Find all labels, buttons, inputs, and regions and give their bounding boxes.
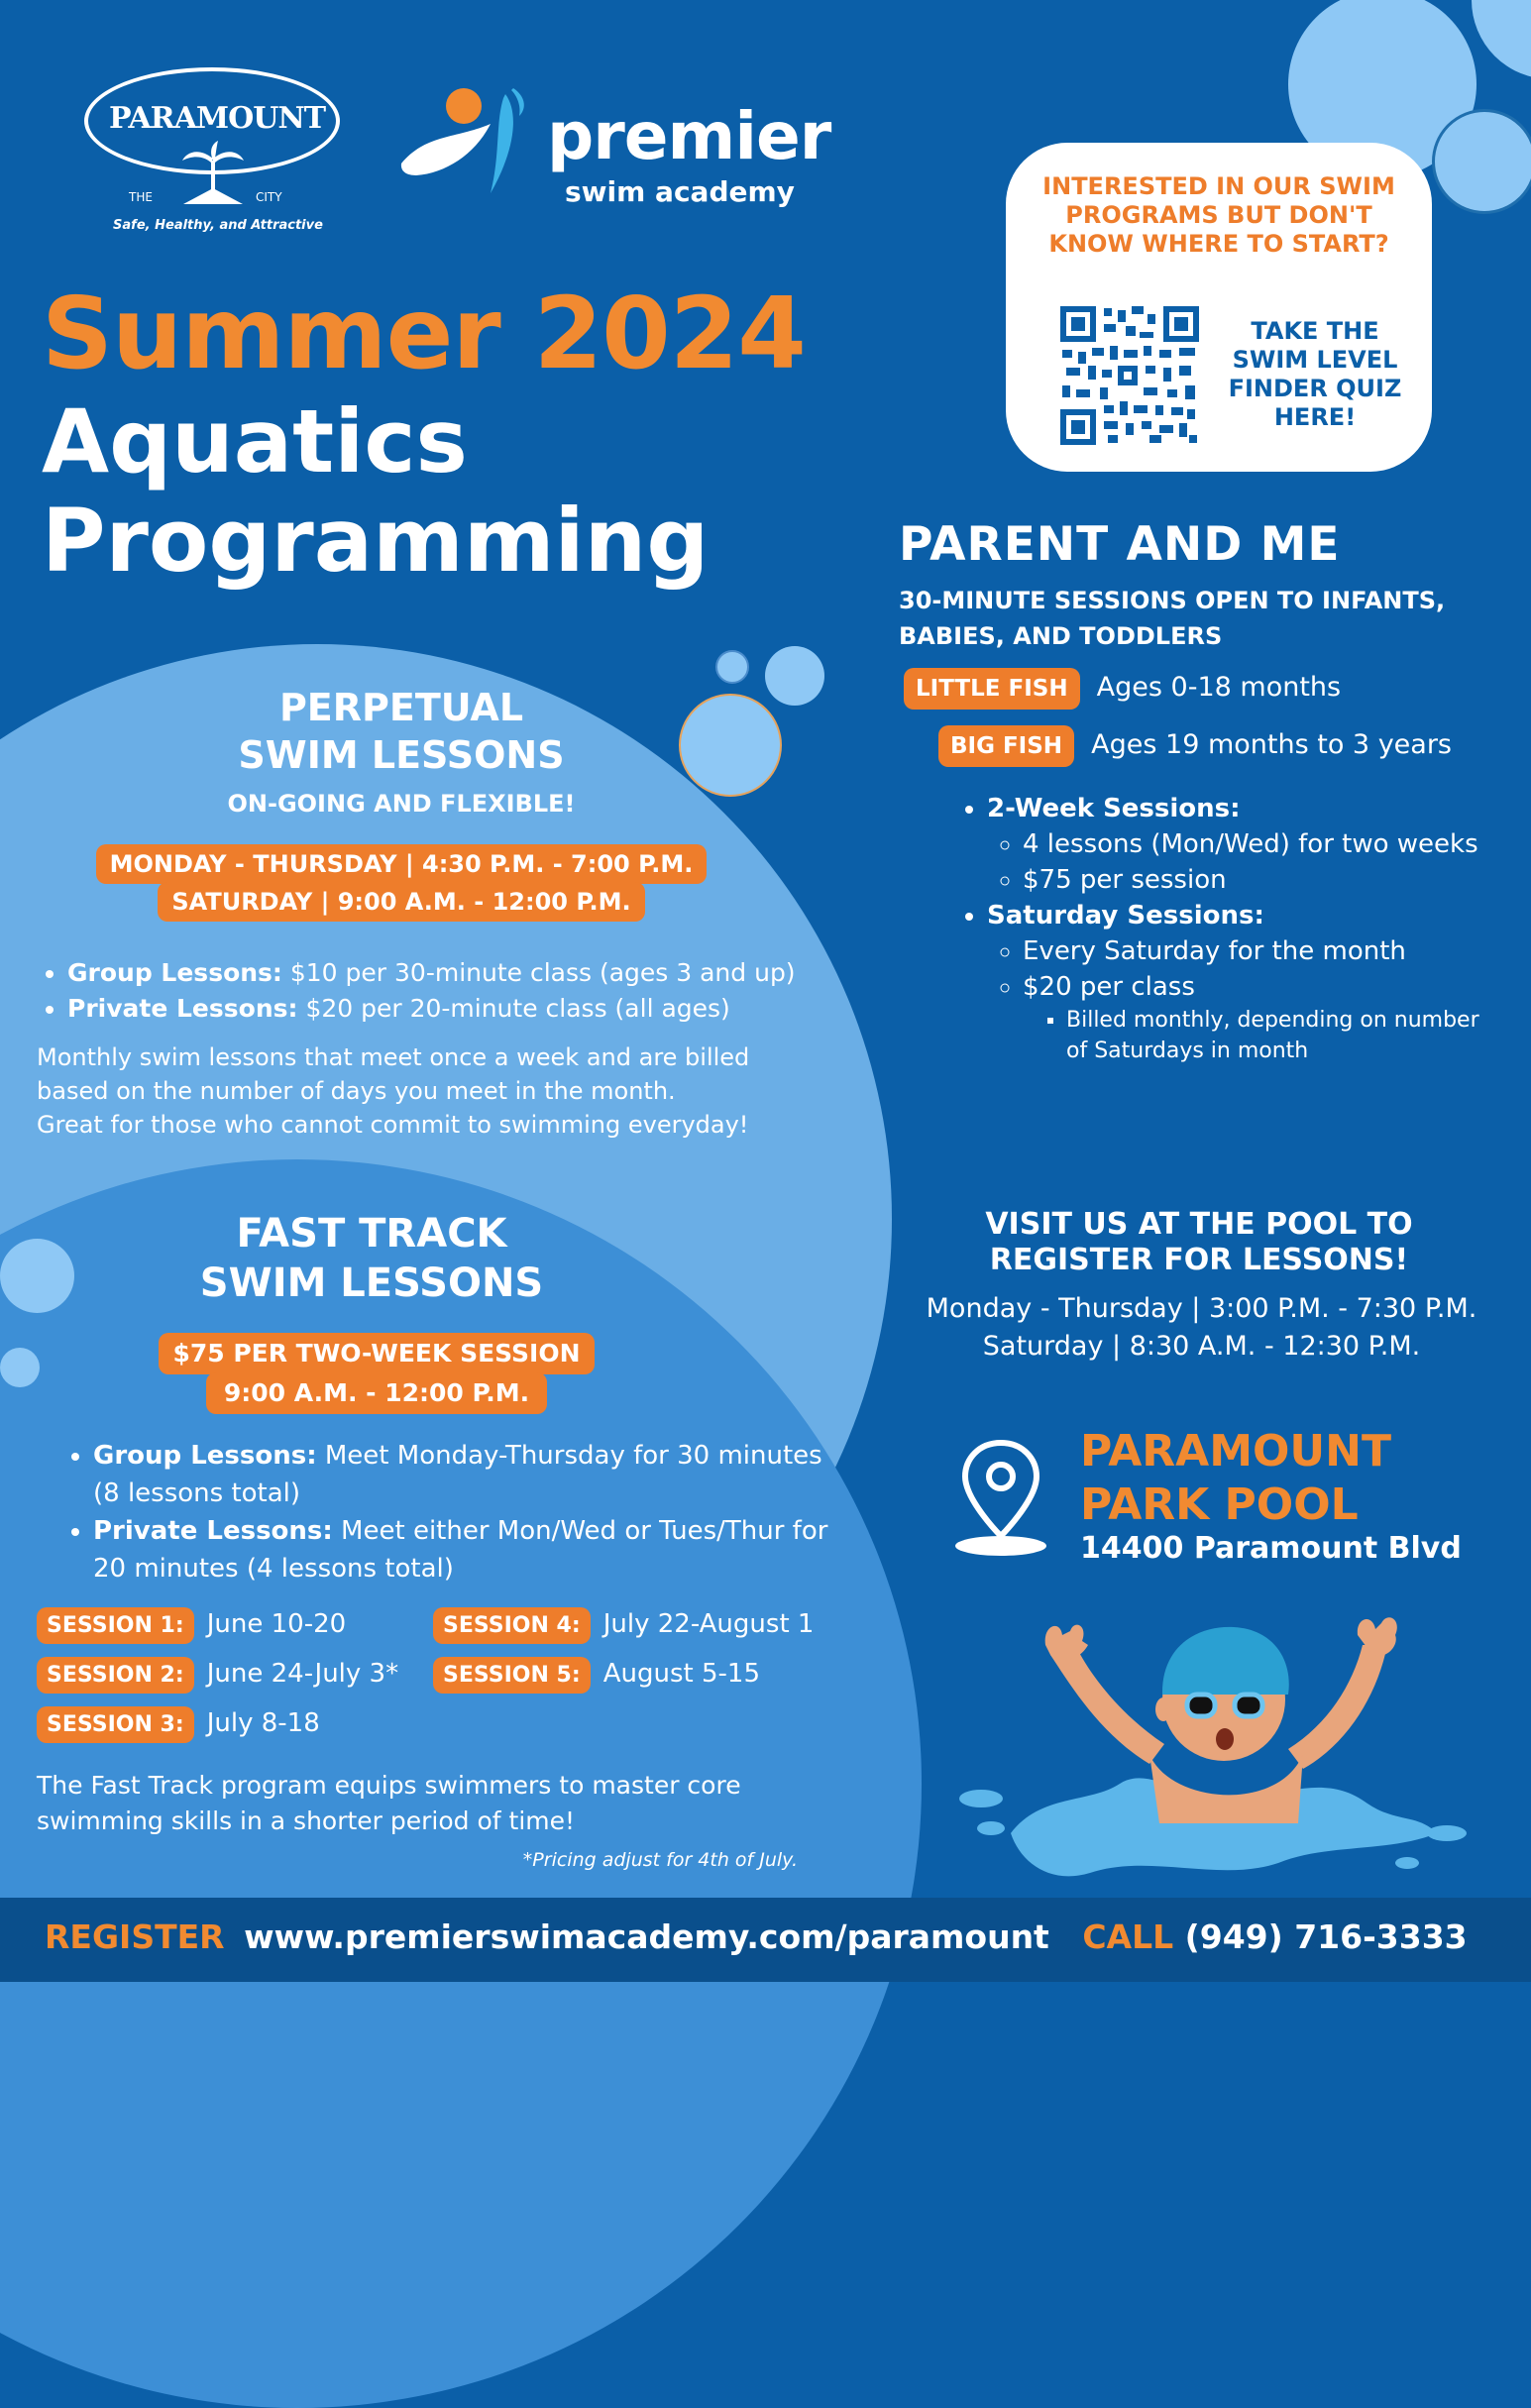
session-dates: June 24-July 3*	[206, 1659, 399, 1689]
fast-track-price	[99, 1333, 654, 1414]
parent-and-me-subtitle: 30-MINUTE SESSIONS OPEN TO INFANTS, BABIES, AND TODDLERS	[899, 587, 1446, 650]
fast-track-title-line2: SWIM LESSONS	[199, 1260, 544, 1306]
perpetual-bullet-private: • Private Lessons: $20 per 20-minute class (all ages)	[67, 991, 864, 1027]
session-list-left	[37, 1607, 433, 1756]
premier-logo	[396, 84, 852, 223]
session-dates: July 22-August 1	[602, 1609, 815, 1639]
fast-track-footnote: *Pricing adjust for 4th of July.	[522, 1849, 798, 1871]
session-row	[433, 1657, 869, 1706]
phone-number[interactable]: (949) 716-3333	[1184, 1917, 1468, 1956]
swimmer-logo-icon	[396, 84, 555, 203]
perpetual-schedule	[69, 844, 733, 922]
parent-and-me-title: PARENT AND ME	[899, 517, 1341, 572]
fast-track-price-line2: 9:00 A.M. - 12:00 P.M.	[206, 1372, 547, 1414]
perpetual-schedule-weekday: MONDAY - THURSDAY | 4:30 P.M. - 7:00 P.M.	[96, 844, 708, 884]
qr-code-icon[interactable]	[1060, 306, 1199, 445]
swimmer-kid-illustration	[951, 1605, 1486, 1903]
paramount-tagline: Safe, Healthy, and Attractive	[113, 218, 323, 233]
perpetual-title-line2: SWIM LESSONS	[238, 733, 565, 777]
little-fish-row	[904, 668, 1518, 710]
session-label: SESSION 4:	[433, 1607, 591, 1644]
location-name: PARAMOUNT PARK POOL	[1080, 1426, 1391, 1530]
footer-content	[45, 1917, 1491, 1956]
visit-hours: Monday - Thursday | 3:00 P.M. - 7:30 P.M. Saturday | 8:30 A.M. - 12:30 P.M.	[926, 1293, 1477, 1362]
fast-track-description: The Fast Track program equips swimmers to master core swimming skills in a shorter period of time!	[37, 1771, 741, 1835]
session-label: SESSION 2:	[37, 1657, 194, 1694]
fast-track-bullet-private: • Private Lessons: Meet either Mon/Wed or Tues/Thur for 20 minutes (4 lessons total)	[93, 1512, 840, 1587]
session-label: SESSION 5:	[433, 1657, 591, 1694]
perpetual-title	[168, 684, 634, 779]
title-year: Summer 2024	[42, 275, 806, 391]
big-fish-badge: BIG FISH	[938, 725, 1074, 767]
big-fish-ages: Ages 19 months to 3 years	[1091, 729, 1452, 760]
visit-heading: VISIT US AT THE POOL TO REGISTER FOR LESSONS!	[985, 1207, 1413, 1277]
location-address: 14400 Paramount Blvd	[1080, 1531, 1462, 1566]
bubble-decoration	[765, 646, 824, 706]
page-title	[42, 275, 894, 591]
fast-track-title	[139, 1209, 604, 1308]
session-row	[37, 1706, 433, 1756]
call-label: CALL	[1082, 1917, 1174, 1956]
parent-and-me-details	[951, 791, 1486, 1066]
qr-question: INTERESTED IN OUR SWIM PROGRAMS BUT DON'T KNOW WHERE TO START?	[1042, 172, 1395, 258]
paramount-logo	[79, 61, 347, 240]
palm-tree-icon	[178, 139, 248, 208]
bubble-decoration	[0, 1348, 40, 1387]
bubble-decoration	[715, 650, 749, 684]
footer-bar	[0, 1898, 1531, 1982]
location-pin-icon	[951, 1437, 1050, 1561]
session-row	[37, 1607, 433, 1657]
register-url-link[interactable]: www.premierswimacademy.com/paramount	[244, 1917, 1049, 1956]
bubble-decoration	[1432, 109, 1531, 214]
paramount-wordmark: PARAMOUNT	[109, 101, 326, 136]
register-label: REGISTER	[45, 1917, 225, 1956]
premier-subtitle: swim academy	[565, 175, 795, 208]
bubble-decoration	[1472, 0, 1531, 79]
bubble-decoration	[679, 694, 782, 797]
title-aquatics: Aquatics	[42, 390, 468, 493]
little-fish-badge: LITTLE FISH	[904, 668, 1080, 710]
two-week-sessions: • 2-Week Sessions: ◦ 4 lessons (Mon/Wed) for two weeks ◦ $75 per session	[987, 791, 1486, 898]
qr-quiz-card[interactable]	[1006, 143, 1432, 472]
session-list-right	[433, 1607, 869, 1706]
premier-wordmark: premier	[547, 98, 831, 174]
fast-track-title-line1: FAST TRACK	[236, 1211, 507, 1257]
session-dates: July 8-18	[206, 1708, 320, 1738]
session-row	[37, 1657, 433, 1706]
perpetual-subtitle: ON-GOING AND FLEXIBLE!	[227, 790, 576, 818]
saturday-sessions: • Saturday Sessions: ◦ Every Saturday for the month ◦ $20 per class ▪ Billed monthly, depending on number of Saturdays in month	[987, 898, 1486, 1066]
session-dates: June 10-20	[206, 1609, 347, 1639]
bubble-decoration	[0, 1239, 74, 1313]
perpetual-description: Monthly swim lessons that meet once a week and are billed based on the number of days you meet in the month. Great for those who cannot commit to swimming everyday!	[37, 1043, 750, 1139]
little-fish-ages: Ages 0-18 months	[1096, 672, 1342, 703]
quiz-cta-text[interactable]: TAKE THE SWIM LEVEL FINDER QUIZ HERE!	[1228, 317, 1402, 431]
big-fish-row	[938, 725, 1523, 767]
session-label: SESSION 3:	[37, 1706, 194, 1743]
perpetual-bullets	[32, 955, 864, 1027]
perpetual-schedule-saturday: SATURDAY | 9:00 A.M. - 12:00 P.M.	[158, 882, 644, 922]
fast-track-bullets	[57, 1437, 840, 1587]
session-row	[433, 1607, 869, 1657]
session-label: SESSION 1:	[37, 1607, 194, 1644]
perpetual-bullet-group: • Group Lessons: $10 per 30-minute class (ages 3 and up)	[67, 955, 864, 991]
session-dates: August 5-15	[602, 1659, 760, 1689]
title-programming: Programming	[42, 490, 710, 592]
perpetual-title-line1: PERPETUAL	[278, 686, 524, 729]
fast-track-bullet-group: • Group Lessons: Meet Monday-Thursday for 30 minutes (8 lessons total)	[93, 1437, 840, 1512]
fast-track-price-line1: $75 PER TWO-WEEK SESSION	[159, 1333, 594, 1374]
paramount-the-label: THE	[129, 190, 153, 204]
paramount-city-label: CITY	[256, 190, 282, 204]
